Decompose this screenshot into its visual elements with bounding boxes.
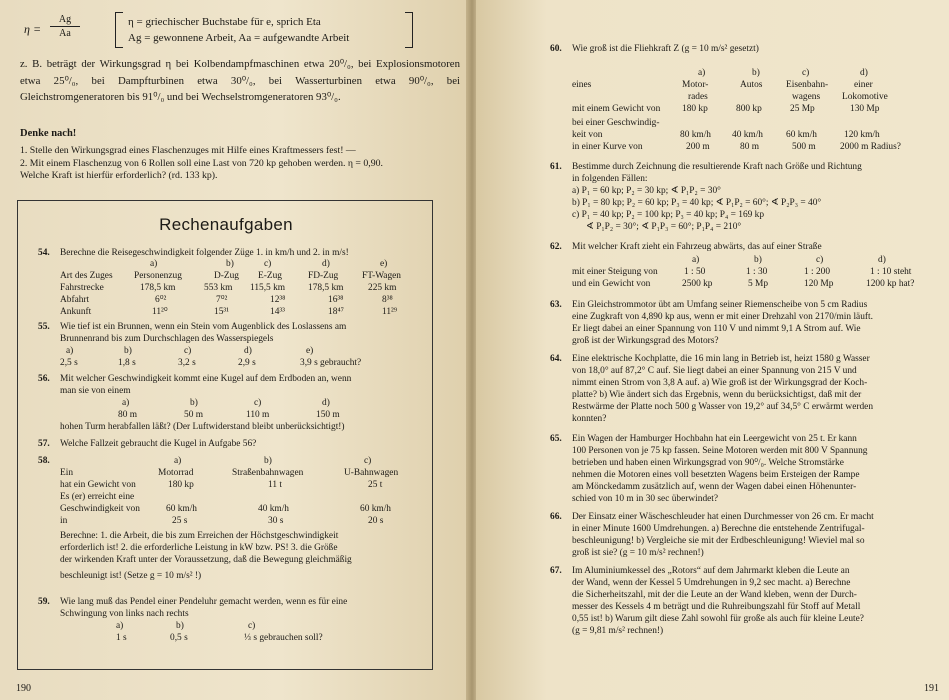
task-59-letter-c: c) xyxy=(248,621,256,631)
t60-r4-c2: 80 m xyxy=(740,142,760,152)
task-65-line-4: nehmen die Motoren eines voll besetzten Wagens beim Ersteigen der Rampe xyxy=(572,470,860,480)
t60-r1b-c4: Lokomotive xyxy=(842,92,888,102)
task-66-number: 66. xyxy=(550,512,562,522)
t60-r1-c0: eines xyxy=(572,80,592,90)
efficiency-paragraph: z. B. beträgt der Wirkungsgrad η bei Kolbendampfmaschinen etwa 20⁰/₀, bei Explosionsmotoren etwa 25⁰/₀, bei Dampfturbinen etwa 30⁰/₀, bei Wasserturbinen etwa 90⁰/₀, bei Gleichstromgeneratoren bis 91⁰/₀ und bei Wechselstromgeneratoren 93⁰/₀. xyxy=(20,58,460,103)
task-61-line-a: a) P₁ = 60 kp; P₂ = 30 kp; ∢ P₁P₂ = 30° xyxy=(572,186,721,196)
denke-item-1: 1. Stelle den Wirkungsgrad eines Flaschenzuges mit Hilfe eines Kraftmessers fest! — xyxy=(20,145,356,156)
t58-r4-c0: Geschwindigkeit von xyxy=(60,504,140,514)
task-62-letter-c: c) xyxy=(816,255,824,265)
task-54-letter-c: c) xyxy=(264,259,272,269)
task-56-val-c: 110 m xyxy=(246,410,270,420)
task-56-val-a: 80 m xyxy=(118,410,138,420)
t54-r2-c0: Fahrstrecke xyxy=(60,283,104,293)
page-number-left: 190 xyxy=(16,683,31,694)
t54-r2-c5: 225 km xyxy=(368,283,397,293)
task-64-line-3: nimmt einen Strom von 3,8 A auf. a) Wie groß ist der Wirkungsgrad der Koch- xyxy=(572,378,868,388)
t60-r4-c4: 2000 m Radius? xyxy=(840,142,901,152)
right-page xyxy=(476,0,949,700)
t58-r2-c2: 11 t xyxy=(268,480,282,490)
task-60-number: 60. xyxy=(550,44,562,54)
task-55-text-1: Wie tief ist ein Brunnen, wenn ein Stein vom Augenblick des Loslassens am xyxy=(60,322,347,332)
task-67-line-2: der Wand, wenn der Kessel 5 Umdrehungen in 9,2 sec macht. a) Berechne xyxy=(572,578,851,588)
t60-r2-c1: 180 kp xyxy=(682,104,708,114)
task-59-letter-a: a) xyxy=(116,621,124,631)
task-65-number: 65. xyxy=(550,434,562,444)
t60-r1-c4: einer xyxy=(854,80,873,90)
task-57-number: 57. xyxy=(38,439,50,449)
t58-r1-c3: U-Bahnwagen xyxy=(344,468,399,478)
task-63-line-1: Ein Gleichstrommotor übt am Umfang seiner Riemenscheibe von 5 cm Radius xyxy=(572,300,868,310)
t60-r4-c3: 500 m xyxy=(792,142,816,152)
task-54-number: 54. xyxy=(38,248,50,258)
task-58-letter-b: b) xyxy=(264,456,272,466)
t58-r2-c0: hat ein Gewicht von xyxy=(60,480,136,490)
task-61-text-2: in folgenden Fällen: xyxy=(572,174,648,184)
t60-r1-c3: Eisenbahn- xyxy=(786,80,829,90)
task-56-text-2: man sie von einem xyxy=(60,386,131,396)
task-62-letter-d: d) xyxy=(878,255,886,265)
task-59-val-b: 0,5 s xyxy=(170,633,188,643)
task-62-text: Mit welcher Kraft zieht ein Fahrzeug abwärts, das auf einer Straße xyxy=(572,242,822,252)
t60-r2-c4: 130 Mp xyxy=(850,104,880,114)
task-55-text-2: Brunnenrand bis zum Durchschlagen des Wasserspiegels xyxy=(60,334,274,344)
task-55-number: 55. xyxy=(38,322,50,332)
task-64-line-6: konnten? xyxy=(572,414,607,424)
t60-r1b-c3: wagens xyxy=(792,92,821,102)
task-58-letter-a: a) xyxy=(174,456,182,466)
task-55-val-c: 3,2 s xyxy=(178,358,196,368)
task-59-number: 59. xyxy=(38,597,50,607)
t62-r1-c2: 1 : 30 xyxy=(746,267,768,277)
t60-r3-c2: 40 km/h xyxy=(732,130,763,140)
task-55-val-d: 2,9 s xyxy=(238,358,256,368)
task-61-text-1: Bestimme durch Zeichnung die resultierende Kraft nach Größe und Richtung xyxy=(572,162,862,172)
task-63-line-2: eine Zugkraft von 4,890 kp aus, wenn er mit einer Drehzahl von 2170/min läuft. xyxy=(572,312,873,322)
t54-r4-c1: 11²⁰ xyxy=(152,307,168,317)
task-59-letter-b: b) xyxy=(176,621,184,631)
t58-task-4: beschleunigt ist! (Setze g = 10 m/s² !) xyxy=(60,571,202,581)
task-59-val-a: 1 s xyxy=(116,633,127,643)
t62-r2-c2: 5 Mp xyxy=(748,279,769,289)
task-59-text-1: Wie lang muß das Pendel einer Pendeluhr gemacht werden, wenn es für eine xyxy=(60,597,348,607)
t54-r2-c2: 553 km xyxy=(204,283,233,293)
task-61-number: 61. xyxy=(550,162,562,172)
t60-r2-c2: 800 kp xyxy=(736,104,762,114)
t54-r1-c5: FT-Wagen xyxy=(362,271,401,281)
task-67-number: 67. xyxy=(550,566,562,576)
task-56-letter-b: b) xyxy=(190,398,198,408)
t60-r4-c0: in einer Kurve von xyxy=(572,142,643,152)
t54-r3-c2: 7⁰² xyxy=(216,295,228,305)
task-56-letter-a: a) xyxy=(122,398,130,408)
t54-r3-c0: Abfahrt xyxy=(60,295,90,305)
task-60-letter-b: b) xyxy=(752,68,760,78)
t58-task-3: der wirkenden Kraft unter der Voraussetzung, daß die Bewegung gleichmäßig xyxy=(60,555,352,565)
task-65-line-5: am Mönckedamm zusätzlich auf, wenn der Wagen dabei einen Höhenunter- xyxy=(572,482,857,492)
t54-r1-c1: Personenzug xyxy=(134,271,182,281)
t60-r3-c4: 120 km/h xyxy=(844,130,880,140)
t58-r2-c1: 180 kp xyxy=(168,480,194,490)
formula-symbol: η = xyxy=(24,22,42,36)
t54-r2-c3: 115,5 km xyxy=(250,283,286,293)
task-67-line-4: messer des Kessels 4 m beträgt und die Ruhreibungszahl für Stoff auf Metall xyxy=(572,602,861,612)
task-67-line-6: (g = 9,81 m/s² rechnen!) xyxy=(572,626,664,636)
task-55-val-e: 3,9 s gebraucht? xyxy=(300,358,362,368)
task-67-line-5: 0,55 ist! b) Warum gilt diese Zahl sowohl für große als auch für kleine Leute? xyxy=(572,614,864,624)
t62-r1-c4: 1 : 10 steht xyxy=(870,267,912,277)
task-58-letter-c: c) xyxy=(364,456,372,466)
task-66-line-4: groß ist sie? (g = 10 m/s² rechnen!) xyxy=(572,548,704,558)
task-54-letter-d: d) xyxy=(322,259,330,269)
task-66-line-2: in einer Minute 1600 Umdrehungen. a) Berechne die entstehende Zentrifugal- xyxy=(572,524,865,534)
t54-r4-c5: 11²⁹ xyxy=(382,307,398,317)
t62-r2-c4: 1200 kp hat? xyxy=(866,279,915,289)
task-64-line-4: platte? b) Wie ändert sich das Ergebnis, wenn du berücksichtigst, daß mit der xyxy=(572,390,862,400)
task-60-text: Wie groß ist die Fliehkraft Z (g = 10 m/s² gesetzt) xyxy=(572,44,759,54)
t54-r4-c3: 14³³ xyxy=(270,307,285,317)
task-60-letter-c: c) xyxy=(802,68,810,78)
t60-r3-c0: keit von xyxy=(572,130,603,140)
task-56-text-3: hohen Turm herabfallen läßt? (Der Luftwiderstand bleibt unberücksichtigt!) xyxy=(60,422,345,432)
t54-r3-c5: 8³⁸ xyxy=(382,295,393,305)
t58-r1-c2: Straßenbahnwagen xyxy=(232,468,304,478)
t60-r2-c0: mit einem Gewicht von xyxy=(572,104,661,114)
left-page xyxy=(0,0,468,700)
task-67-line-1: Im Aluminiumkessel des „Rotors“ auf dem Jahrmarkt kleben die Leute an xyxy=(572,566,850,576)
t58-r5-c2: 30 s xyxy=(268,516,284,526)
t54-r1-c2: D-Zug xyxy=(214,271,239,281)
t62-r2-c3: 120 Mp xyxy=(804,279,834,289)
t60-r2-c3: 25 Mp xyxy=(790,104,815,114)
formula-fraction xyxy=(50,14,80,39)
t62-r1-c1: 1 : 50 xyxy=(684,267,706,277)
task-65-line-2: 100 Personen von je 75 kp fassen. Seine Motoren werden mit 800 V Spannung xyxy=(572,446,868,456)
task-62-number: 62. xyxy=(550,242,562,252)
formula-definitions xyxy=(128,14,349,46)
denke-nach-items xyxy=(20,145,460,183)
t58-task-1: Berechne: 1. die Arbeit, die bis zum Erreichen der Höchstgeschwindigkeit xyxy=(60,531,339,541)
task-63-line-3: Er liegt dabei an einer Spannung von 110 V und nimmt 9,1 A Strom auf. Wie xyxy=(572,324,861,334)
task-62-letter-a: a) xyxy=(692,255,700,265)
t60-r1-c1: Motor- xyxy=(682,80,709,90)
task-54-text: Berechne die Reisegeschwindigkeit folgender Züge 1. in km/h und 2. in m/s! xyxy=(60,248,349,258)
task-63-line-4: groß ist der Wirkungsgrad des Motors? xyxy=(572,336,719,346)
page-number-right: 191 xyxy=(924,683,939,694)
task-66-line-3: beschleunigung! b) Vergleiche sie mit der Erdbeschleunigung! Wieviel mal so xyxy=(572,536,865,546)
task-55-letter-a: a) xyxy=(66,346,74,356)
t60-r1b-c1: rades xyxy=(688,92,708,102)
t58-r2-c3: 25 t xyxy=(368,480,383,490)
task-64-line-1: Eine elektrische Kochplatte, die 16 min lang in Betrieb ist, heizt 1580 g Wasser xyxy=(572,354,870,364)
task-55-letter-b: b) xyxy=(124,346,132,356)
t54-r1-c3: E-Zug xyxy=(258,271,282,281)
task-55-val-a: 2,5 s xyxy=(60,358,78,368)
t54-r4-c0: Ankunft xyxy=(60,307,92,317)
task-55-letter-e: e) xyxy=(306,346,314,356)
t58-r1-c0: Ein xyxy=(60,468,74,478)
formula-denominator: Aa xyxy=(59,28,71,39)
t58-r4-c2: 40 km/h xyxy=(258,504,289,514)
task-59-val-c: ⅓ s gebrauchen soll? xyxy=(244,633,323,643)
task-56-val-d: 150 m xyxy=(316,410,340,420)
task-56-text-1: Mit welcher Geschwindigkeit kommt eine Kugel auf dem Erdboden an, wenn xyxy=(60,374,352,384)
t58-r5-c0: in xyxy=(60,516,68,526)
task-55-val-b: 1,8 s xyxy=(118,358,136,368)
t60-r3a: bei einer Geschwindig- xyxy=(572,118,660,128)
t54-r4-c2: 15³¹ xyxy=(214,307,229,317)
task-56-letter-c: c) xyxy=(254,398,262,408)
formula-numerator: Ag xyxy=(58,14,72,25)
task-55-letter-c: c) xyxy=(184,346,192,356)
task-56-letter-d: d) xyxy=(322,398,330,408)
task-54-letter-b: b) xyxy=(226,259,234,269)
t60-r1-c2: Autos xyxy=(740,80,763,90)
t62-r1-c0: mit einer Steigung von xyxy=(572,267,658,277)
t58-r4-c1: 60 km/h xyxy=(166,504,197,514)
task-56-number: 56. xyxy=(38,374,50,384)
task-60-letter-a: a) xyxy=(698,68,706,78)
t60-r3-c3: 60 km/h xyxy=(786,130,817,140)
task-60-letter-d: d) xyxy=(860,68,868,78)
t54-r2-c4: 178,5 km xyxy=(308,283,344,293)
task-57-text: Welche Fallzeit gebraucht die Kugel in Aufgabe 56? xyxy=(60,439,257,449)
formula-def-1: η = griechischer Buchstabe für e, sprich Eta xyxy=(128,16,321,28)
task-65-line-1: Ein Wagen der Hamburger Hochbahn hat ein Leergewicht von 25 t. Er kann xyxy=(572,434,857,444)
task-54-letter-e: e) xyxy=(380,259,388,269)
formula-def-2: Ag = gewonnene Arbeit, Aa = aufgewandte Arbeit xyxy=(128,32,350,44)
t58-r3: Es (er) erreicht eine xyxy=(60,492,135,502)
task-63-number: 63. xyxy=(550,300,562,310)
task-64-line-2: von 18,0° auf 87,2° C auf. Sie liegt dabei an einer Spannung von 215 V und xyxy=(572,366,857,376)
t54-r3-c3: 12³⁸ xyxy=(270,295,286,305)
task-61-line-c: c) P₁ = 40 kp; P₂ = 100 kp; P₃ = 40 kp; P₄ = 169 kp xyxy=(572,210,765,220)
efficiency-formula xyxy=(20,10,460,54)
task-67-line-3: die Sicherheitszahl, mit der die Leute an der Wand kleben, wenn der Durch- xyxy=(572,590,857,600)
t60-r4-c1: 200 m xyxy=(686,142,710,152)
t58-r5-c1: 25 s xyxy=(172,516,188,526)
task-61-line-c2: ∢ P₁P₂ = 30°; ∢ P₁P₃ = 60°; P₁P₄ = 210° xyxy=(586,222,742,232)
t62-r1-c3: 1 : 200 xyxy=(804,267,831,277)
denke-item-2: 2. Mit einem Flaschenzug von 6 Rollen soll eine Last von 720 kp gehoben werden. η = 0,90. xyxy=(20,157,384,169)
task-66-line-1: Der Einsatz einer Wäscheschleuder hat einen Durchmesser von 26 cm. Er macht xyxy=(572,512,874,522)
t62-r2-c1: 2500 kp xyxy=(682,279,713,289)
denke-item-3: Welche Kraft ist hierfür erforderlich? (rd. 133 kp). xyxy=(20,170,218,181)
t54-r2-c1: 178,5 km xyxy=(140,283,176,293)
task-54-letter-a: a) xyxy=(150,259,158,269)
t54-r1-c4: FD-Zug xyxy=(308,271,339,281)
t58-r5-c3: 20 s xyxy=(368,516,384,526)
t58-task-2: erforderlich ist! 2. die erforderliche Leistung in kW bzw. PS! 3. die Größe xyxy=(60,543,338,553)
task-64-line-5: Restwärme der Platte noch 500 g Wasser von 19,2° auf 34,5° C erwärmt werden xyxy=(572,402,874,412)
t60-r3-c1: 80 km/h xyxy=(680,130,711,140)
rechenaufgaben-box xyxy=(17,200,433,670)
t54-r3-c4: 16³⁸ xyxy=(328,295,344,305)
t54-r3-c1: 6⁰² xyxy=(155,295,167,305)
task-65-line-6: schied von 10 m in 30 sec überwindet? xyxy=(572,494,719,504)
task-65-line-3: betrieben und haben einen Wirkungsgrad von 90⁰/₀. Welche Stromstärke xyxy=(572,458,844,468)
task-64-number: 64. xyxy=(550,354,562,364)
t58-r4-c3: 60 km/h xyxy=(360,504,391,514)
t54-r1-c0: Art des Zuges xyxy=(60,271,113,281)
task-55-letter-d: d) xyxy=(244,346,252,356)
task-59-text-2: Schwingung von links nach rechts xyxy=(60,609,189,619)
t58-r1-c1: Motorrad xyxy=(158,468,194,478)
t54-r4-c4: 18⁴⁷ xyxy=(328,307,344,317)
task-61-line-b: b) P₁ = 80 kp; P₂ = 60 kp; P₃ = 40 kp; ∢ P₁P₂ = 60°; ∢ P₂P₃ = 40° xyxy=(572,198,822,208)
task-62-letter-b: b) xyxy=(754,255,762,265)
task-58-number: 58. xyxy=(38,456,50,466)
task-56-val-b: 50 m xyxy=(184,410,204,420)
denke-nach-heading: Denke nach! xyxy=(20,128,77,139)
t62-r2-c0: und ein Gewicht von xyxy=(572,279,651,289)
box-title: Rechenaufgaben xyxy=(159,215,293,234)
